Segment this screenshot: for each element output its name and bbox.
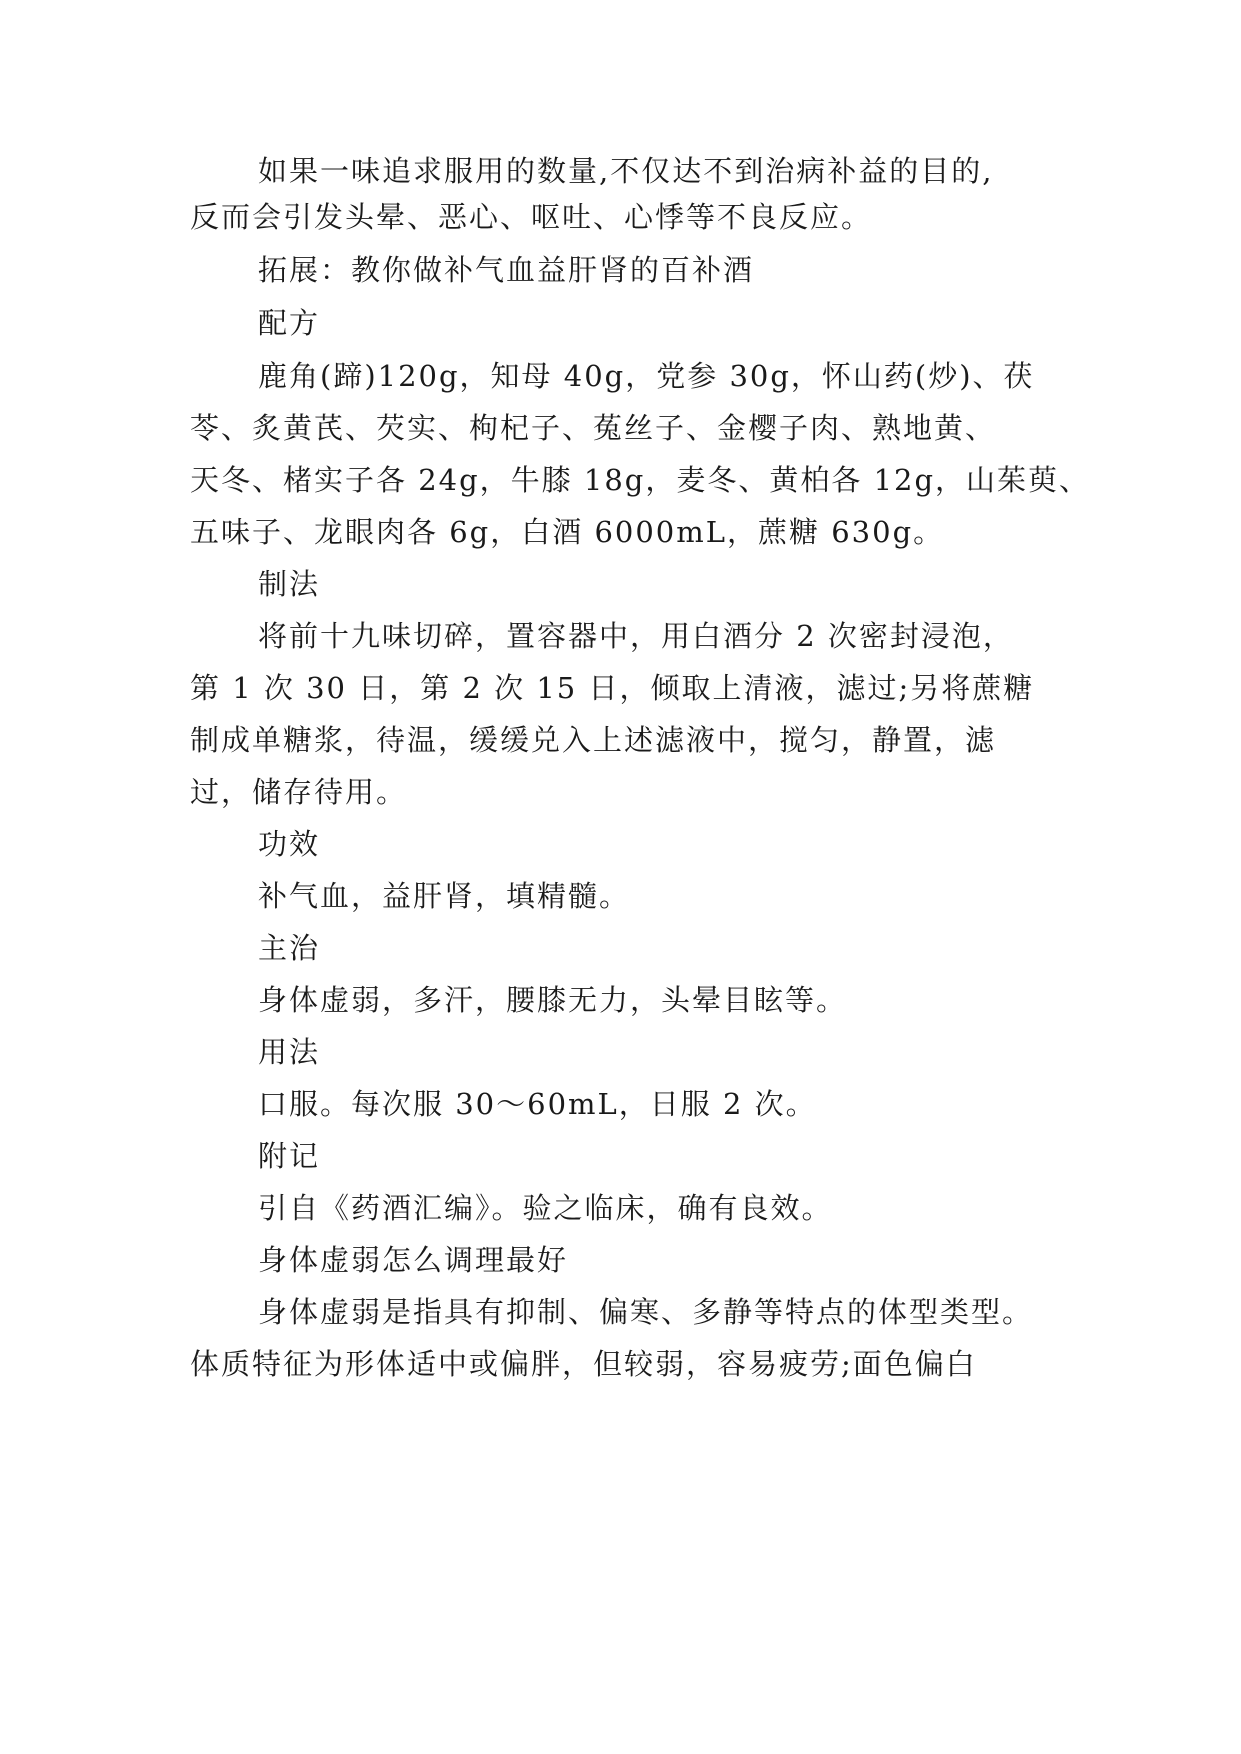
text-line: 引自《药酒汇编》。验之临床，确有良效。 [258, 1191, 833, 1225]
section-heading: 制法 [258, 567, 321, 601]
section-heading: 拓展：教你做补气血益肝肾的百补酒 [258, 253, 755, 287]
text-line: 补气血，益肝肾，填精髓。 [258, 879, 631, 913]
text-line: 体质特征为形体适中或偏胖，但较弱，容易疲劳;面色偏白 [190, 1347, 977, 1381]
section-heading: 身体虚弱怎么调理最好 [258, 1243, 569, 1277]
section-heading: 用法 [258, 1035, 321, 1069]
text-line: 身体虚弱，多汗，腰膝无力，头晕目眩等。 [258, 983, 848, 1017]
section-heading: 主治 [258, 931, 321, 965]
text-line: 制成单糖浆，待温，缓缓兑入上述滤液中，搅匀，静置，滤 [190, 723, 997, 757]
text-line: 反而会引发头晕、恶心、呕吐、心悸等不良反应。 [190, 200, 873, 234]
section-heading: 附记 [258, 1139, 321, 1173]
text-line: 过，储存待用。 [190, 775, 408, 809]
text-line: 天冬、楮实子各 24g，牛膝 18g，麦冬、黄柏各 12g，山茱萸、 [190, 463, 1091, 497]
section-heading: 配方 [258, 306, 321, 340]
text-line: 将前十九味切碎，置容器中，用白酒分 2 次密封浸泡， [258, 619, 1014, 653]
text-line: 口服。每次服 30～60mL，日服 2 次。 [258, 1087, 817, 1121]
section-heading: 功效 [258, 827, 321, 861]
text-line: 第 1 次 30 日，第 2 次 15 日，倾取上清液，滤过;另将蔗糖 [190, 671, 1035, 705]
text-line: 苓、炙黄芪、芡实、枸杞子、菟丝子、金樱子肉、熟地黄、 [190, 411, 997, 445]
text-line: 鹿角(蹄)120g，知母 40g，党参 30g，怀山药(炒)、茯 [258, 359, 1035, 393]
text-line: 身体虚弱是指具有抑制、偏寒、多静等特点的体型类型。 [258, 1295, 1034, 1329]
text-line: 五味子、龙眼肉各 6g，白酒 6000mL，蔗糖 630g。 [190, 515, 945, 549]
text-line: 如果一味追求服用的数量,不仅达不到治病补益的目的, [258, 154, 994, 188]
